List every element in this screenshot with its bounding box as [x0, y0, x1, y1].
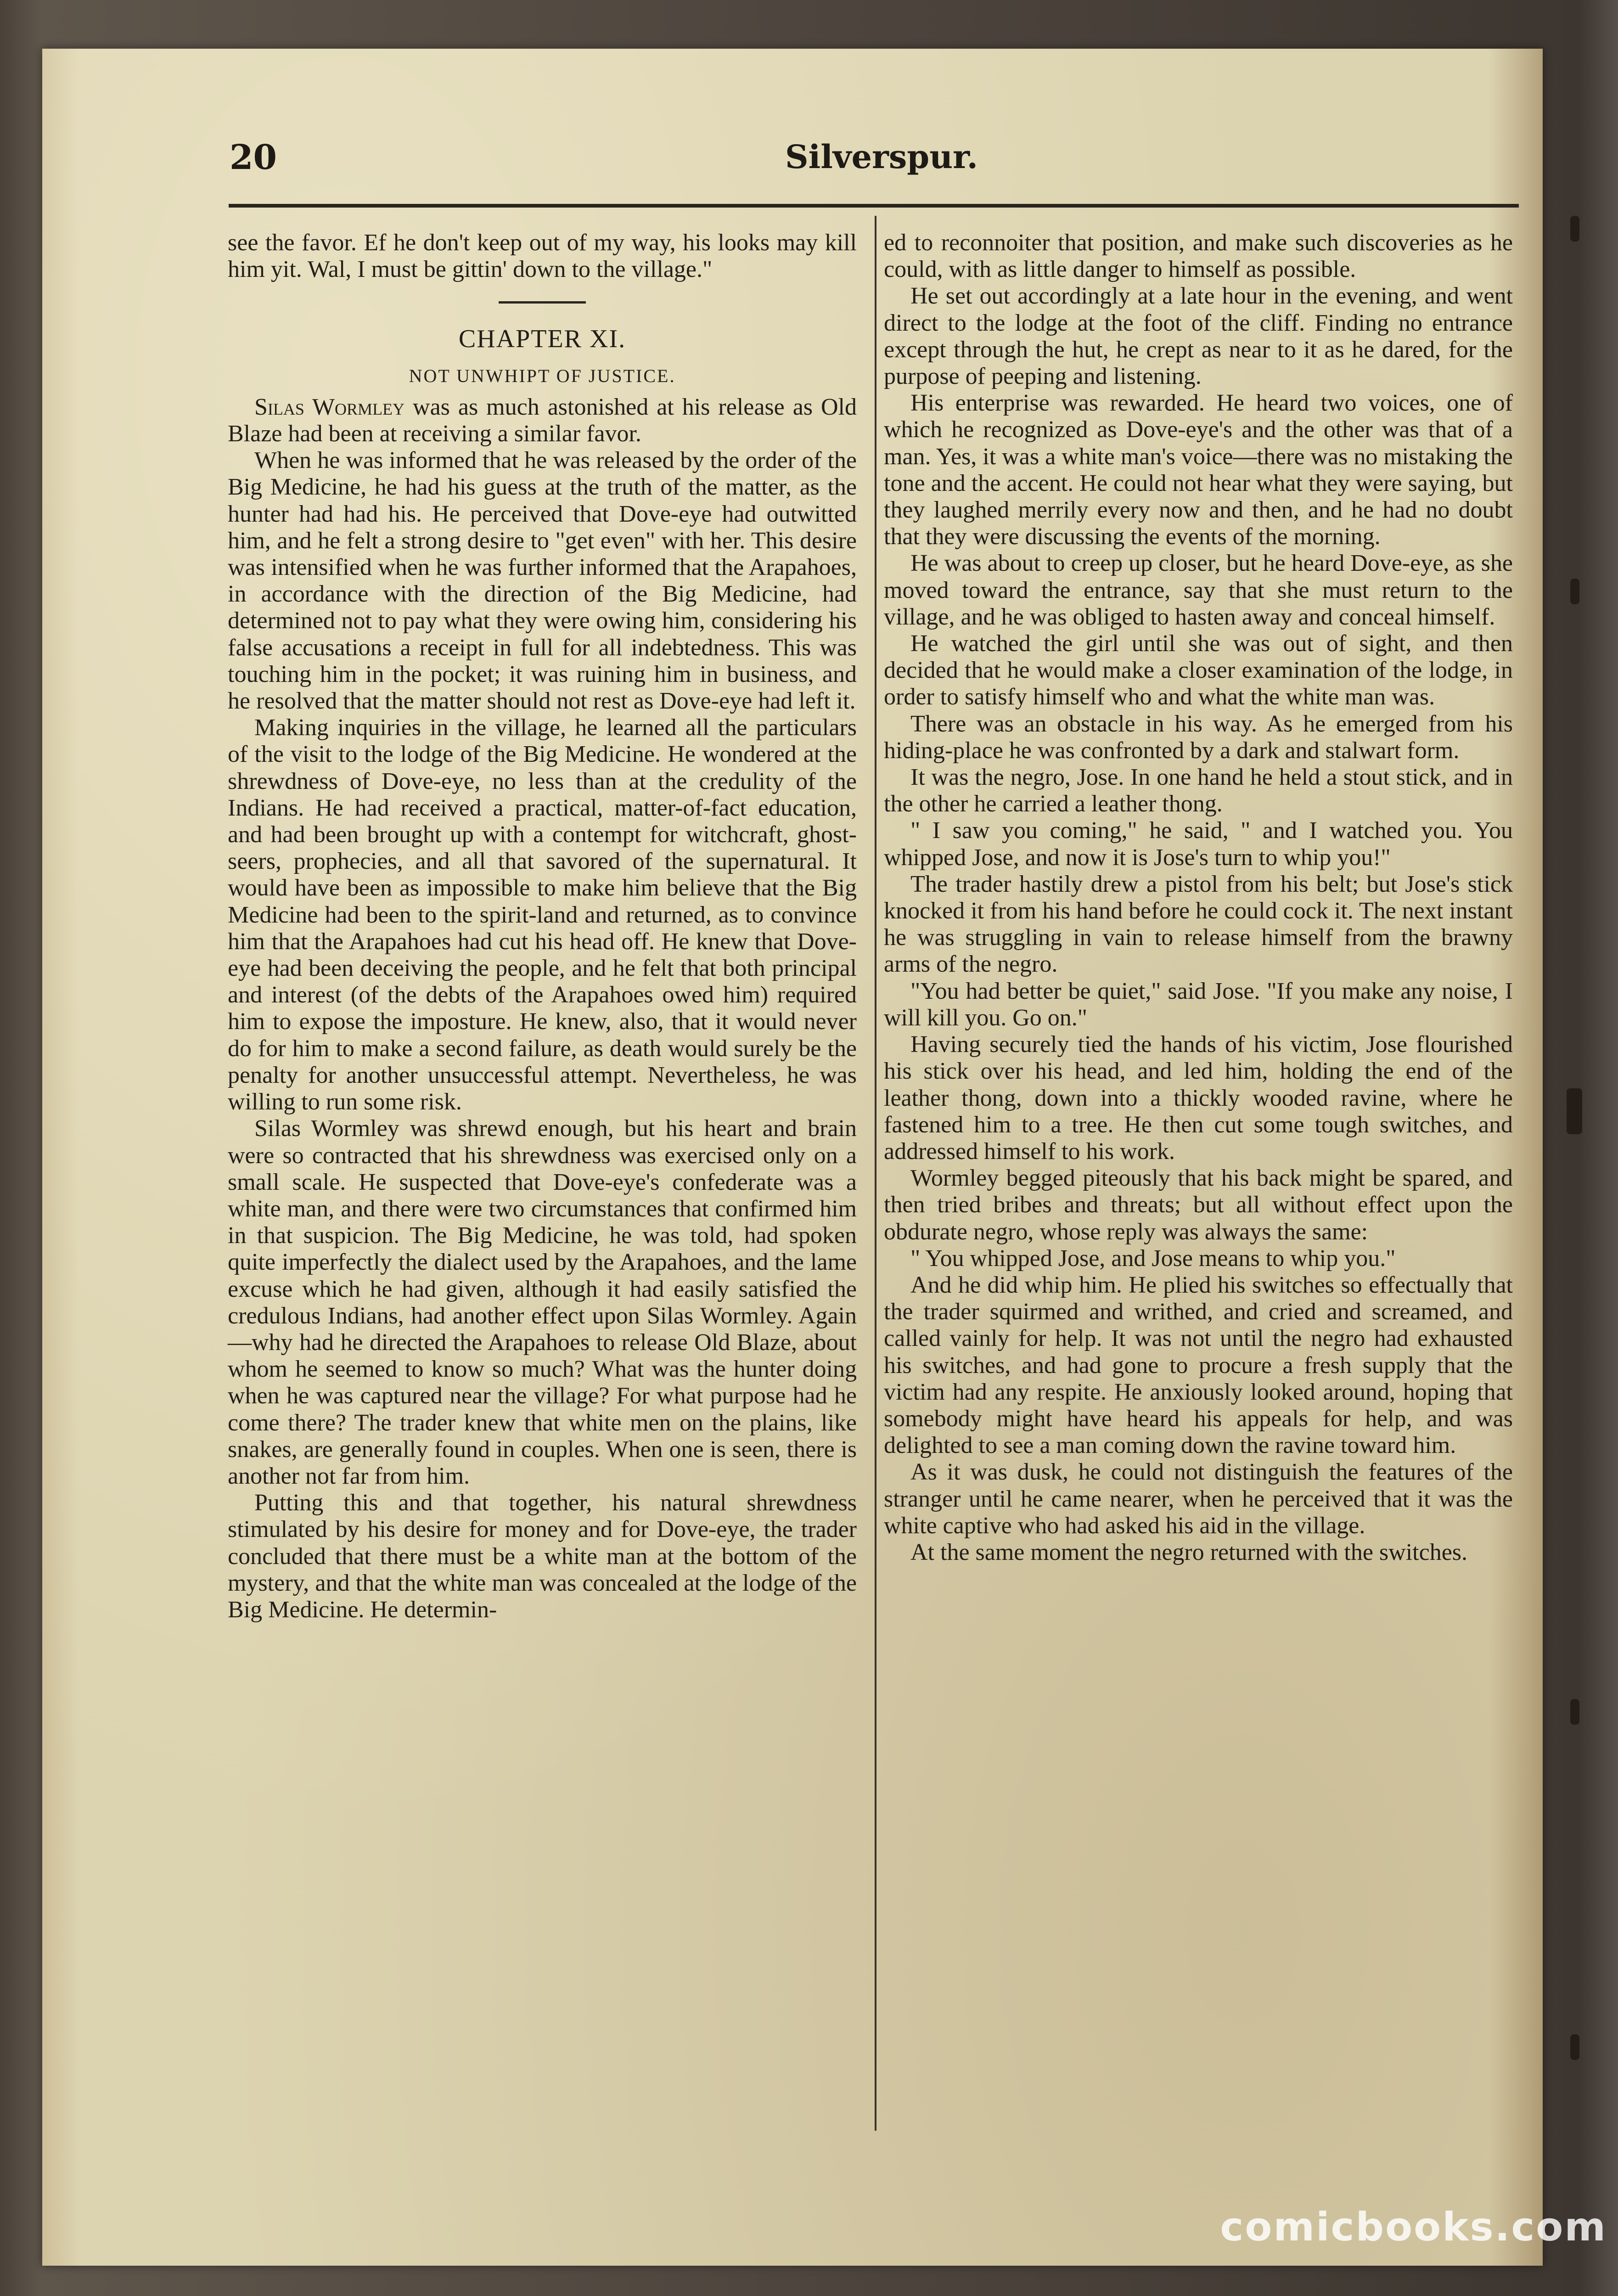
paragraph: The trader hastily drew a pistol from his belt; but Jose's stick knocked it from his hand before he could cock it. The next instant he was struggling in vain to release himself from the brawny arms of the negro.	[884, 871, 1513, 978]
chapter-opening-paragraph	[228, 394, 857, 447]
paragraph: Silas Wormley was shrewd enough, but his heart and brain were so contracted that his shrewdness was exercised only on a small scale. He suspected that Dove-eye's confederate was a white man, and there were two circumstances that confirmed him in that suspicion. The Big Medicine, he was told, had spoken quite imperfectly the dialect used by the Arapahoes, and the lame excuse which he had given, although it had easily satisfied the credulous Indians, had another effect upon Silas Wormley. Again—why had he directed the Arapahoes to release Old Blaze, about whom he seemed to know so much? What was the hunter doing when he was captured near the village? For what purpose had he come there? The trader knew that white men on the plains, like snakes, are generally found in couples. When one is seen, there is another not far from him.	[228, 1115, 857, 1489]
paragraph: He watched the girl until she was out of sight, and then decided that he would make a closer examination of the lodge, in order to satisfy himself who and what the white man was.	[884, 630, 1513, 710]
continued-paragraph: see the favor. Ef he don't keep out of my way, his looks may kill him yit. Wal, I must be gittin' down to the village."	[228, 230, 857, 283]
left-column	[228, 230, 857, 1623]
paragraph: " I saw you coming," he said, " and I watched you. You whipped Jose, and now it is Jose's turn to whip you!"	[884, 817, 1513, 871]
section-separator	[499, 301, 586, 304]
page-number: 20	[230, 138, 277, 177]
paragraph: He was about to creep up closer, but he heard Dove-eye, as she moved toward the entrance, say that she must return to the village, and he was obliged to hasten away and conceal himself.	[884, 550, 1513, 630]
chapter-subtitle: NOT UNWHIPT OF JUSTICE.	[409, 365, 676, 386]
paragraph: His enterprise was rewarded. He heard two voices, one of which he recognized as Dove-eye's and the other was that of a man. Yes, it was a white man's voice—there was no mistaking the tone and the accent. He could not hear what they were saying, but they laughed merrily every now and then, and he had no doubt that they were discussing the events of the morning.	[884, 390, 1513, 550]
watermark-text: comicbooks.com	[1220, 2204, 1607, 2250]
column-divider	[875, 216, 876, 2131]
paragraph: " You whipped Jose, and Jose means to whip you."	[910, 1245, 1396, 1272]
paragraph: Making inquiries in the village, he learned all the particulars of the visit to the lodge of the Big Medicine. He wondered at the shrewdness of Dove-eye, no less than at the credulity of the Indians. He had received a practical, matter-of-fact education, and had been brought up with a contempt for witchcraft, ghost-seers, prophecies, and all that savored of the supernatural. It would have been as impossible to make him believe that the Big Medicine had been to the spirit-land and returned, as to convince him that the Arapahoes had cut his head off. He knew that Dove-eye had been deceiving the people, and he felt that both principal and interest (of the debts of the Arapahoes owed him) required him to expose the imposture. He knew, also, that it would never do for him to make a second failure, as death would surely be the penalty for another unsuccessful attempt. Nevertheless, he was willing to run some risk.	[228, 715, 857, 1115]
paragraph: Wormley begged piteously that his back might be spared, and then tried bribes and threats; but all without effect upon the obdurate negro, whose reply was always the same:	[884, 1165, 1513, 1245]
paragraph: He set out accordingly at a late hour in the evening, and went direct to the lodge at the foot of the cliff. Finding no entrance except through the hut, he crept as near to it as he dared, for the purpose of peeping and listening.	[884, 283, 1513, 390]
opening-text: was as much astonished at his release as Old Blaze had been at receiving a similar favor.	[228, 394, 857, 447]
chapter-title: CHAPTER XI.	[458, 325, 626, 354]
binding-hole	[1570, 579, 1579, 604]
right-column	[884, 230, 1513, 1566]
binding-tear	[1567, 1088, 1582, 1134]
opening-name: Silas Wormley	[254, 394, 405, 420]
paragraph: "You had better be quiet," said Jose. "If you make any noise, I will kill you. Go on."	[884, 978, 1513, 1031]
paragraph: And he did whip him. He plied his switches so effectually that the trader squirmed and writhed, and cried and screamed, and called vainly for help. It was not until the negro had exhausted his switches, and had gone to procure a fresh supply that the victim had any respite. He anxiously looked around, hoping that somebody might have heard his appeals for help, and was delighted to see a man coming down the ravine toward him.	[884, 1272, 1513, 1459]
paragraph: At the same moment the negro returned with the switches.	[910, 1539, 1468, 1565]
paragraph: When he was informed that he was released by the order of the Big Medicine, he had his guess at the truth of the matter, as the hunter had had his. He perceived that Dove-eye had outwitted him, and he felt a strong desire to "get even" with her. This desire was intensified when he was further informed that the Arapahoes, in accordance with the direction of the Big Medicine, had determined not to pay what they were owing him, considering his false accusations a receipt in full for all indebtedness. This was touching him in the pocket; it was ruining him in business, and he resolved that the matter should not rest as Dove-eye had left it.	[228, 447, 857, 715]
continued-paragraph: ed to reconnoiter that position, and make such discoveries as he could, with as little danger to himself as possible.	[884, 230, 1513, 283]
paragraph: It was the negro, Jose. In one hand he held a stout stick, and in the other he carried a leather thong.	[884, 764, 1513, 817]
running-title: Silverspur.	[785, 138, 978, 176]
paragraph: Putting this and that together, his natural shrewdness stimulated by his desire for money and for Dove-eye, the trader concluded that there must be a white man at the bottom of the mystery, and that the white man was concealed at the lodge of the Big Medicine. He determin-	[228, 1490, 857, 1623]
binding-hole	[1570, 216, 1579, 242]
header-rule	[229, 204, 1519, 208]
paragraph: As it was dusk, he could not distinguish the features of the stranger until he came nearer, when he perceived that it was the white captive who had asked his aid in the village.	[884, 1459, 1513, 1539]
binding-hole	[1570, 1699, 1579, 1725]
binding-hole	[1570, 2034, 1579, 2060]
paragraph: There was an obstacle in his way. As he emerged from his hiding-place he was confronted by a dark and stalwart form.	[884, 710, 1513, 764]
paragraph: Having securely tied the hands of his victim, Jose flourished his stick over his head, and led him, holding the end of the leather thong, down into a thickly wooded ravine, where he fastened him to a tree. He then cut some tough switches, and addressed himself to his work.	[884, 1031, 1513, 1165]
